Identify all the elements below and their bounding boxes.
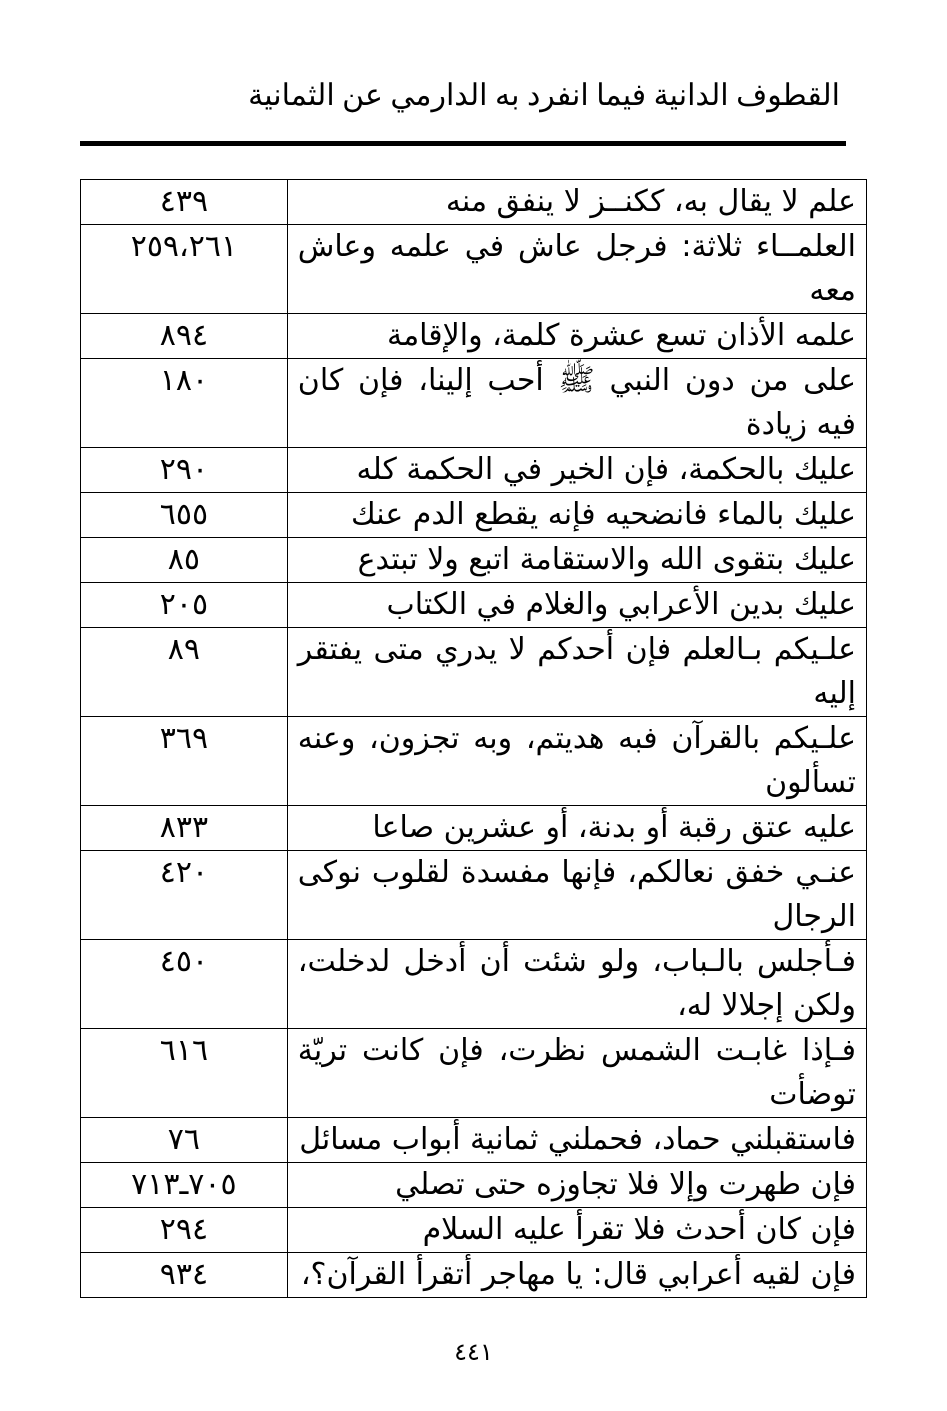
text-cell: علمه الأذان تسع عشرة كلمة، والإقامة: [287, 314, 866, 359]
text-cell: عليك بالماء فانضحيه فإنه يقطع الدم عنك: [287, 493, 866, 538]
text-cell: فاستقبلني حماد، فحملني ثمانية أبواب مسائل: [287, 1118, 866, 1163]
table-row: [81, 1118, 867, 1163]
page-ref-cell: ٦١٦: [81, 1029, 288, 1118]
running-header: القطوف الدانية فيما انفرد به الدارمي عن الثمانية: [248, 79, 840, 112]
page-ref-cell: ٧٦: [81, 1118, 288, 1163]
page-ref-cell: ٢٥٩،٢٦١: [81, 225, 288, 314]
text-cell: فإن لقيه أعرابي قال: يا مهاجر أتقرأ القرآن؟،: [287, 1253, 866, 1298]
header-rule: [80, 141, 846, 146]
text-cell: على من دون النبي ﷺ أحب إلينا، فإن كان فيه زيادة: [287, 359, 866, 448]
table-row: [81, 1029, 867, 1118]
table-row: [81, 940, 867, 1029]
text-cell: فإن طهرت وإلا فلا تجاوزه حتى تصلي: [287, 1163, 866, 1208]
table-row: [81, 180, 867, 225]
page-ref-cell: ٦٥٥: [81, 493, 288, 538]
table-row: [81, 628, 867, 717]
text-cell: عليك بتقوى الله والاستقامة اتبع ولا تبتدع: [287, 538, 866, 583]
text-cell: فـإذا غابـت الشمس نظرت، فإن كانت تريّة توضأت: [287, 1029, 866, 1118]
table-row: [81, 1253, 867, 1298]
table-row: [81, 359, 867, 448]
text-cell: علـيكم بالقرآن فبه هديتم، وبه تجزون، وعنه تسألون: [287, 717, 866, 806]
table-row: [81, 717, 867, 806]
text-cell: فـأجلس بالـباب، ولو شئت أن أدخل لدخلت، ولكن إجلالا له،: [287, 940, 866, 1029]
table-row: [81, 806, 867, 851]
page-ref-cell: ٤٢٠: [81, 851, 288, 940]
text-cell: عليك بالحكمة، فإن الخير في الحكمة كله: [287, 448, 866, 493]
text-cell: عليه عتق رقبة أو بدنة، أو عشرين صاعا: [287, 806, 866, 851]
text-cell: عنـي خفق نعالكم، فإنها مفسدة لقلوب نوكى الرجال: [287, 851, 866, 940]
page-number: ٤٤١: [454, 1338, 493, 1366]
text-cell: علم لا يقال به، ككنــز لا ينفق منه: [287, 180, 866, 225]
text-cell: علـيكم بـالعلم فإن أحدكم لا يدري متى يفتقر إليه: [287, 628, 866, 717]
page-ref-cell: ٧٠٥ـ٧١٣: [81, 1163, 288, 1208]
text-cell: فإن كان أحدث فلا تقرأ عليه السلام: [287, 1208, 866, 1253]
page-ref-cell: ٤٥٠: [81, 940, 288, 1029]
page-ref-cell: ٢٠٥: [81, 583, 288, 628]
table-row: [81, 493, 867, 538]
page-ref-cell: ٨٣٣: [81, 806, 288, 851]
page-ref-cell: ٩٣٤: [81, 1253, 288, 1298]
table-row: [81, 314, 867, 359]
page-ref-cell: ٨٩٤: [81, 314, 288, 359]
table-row: [81, 225, 867, 314]
table-row: [81, 851, 867, 940]
page-ref-cell: ٢٩٠: [81, 448, 288, 493]
page-ref-cell: ٢٩٤: [81, 1208, 288, 1253]
text-cell: عليك بدين الأعرابي والغلام في الكتاب: [287, 583, 866, 628]
index-table: [80, 179, 867, 1298]
table-row: [81, 1208, 867, 1253]
text-cell: العلمــاء ثلاثة: فرجل عاش في علمه وعاش معه: [287, 225, 866, 314]
page-ref-cell: ٨٩: [81, 628, 288, 717]
page-ref-cell: ٨٥: [81, 538, 288, 583]
table-row: [81, 583, 867, 628]
page-ref-cell: ١٨٠: [81, 359, 288, 448]
table-row: [81, 448, 867, 493]
page-ref-cell: ٤٣٩: [81, 180, 288, 225]
table-row: [81, 538, 867, 583]
page-ref-cell: ٣٦٩: [81, 717, 288, 806]
table-row: [81, 1163, 867, 1208]
